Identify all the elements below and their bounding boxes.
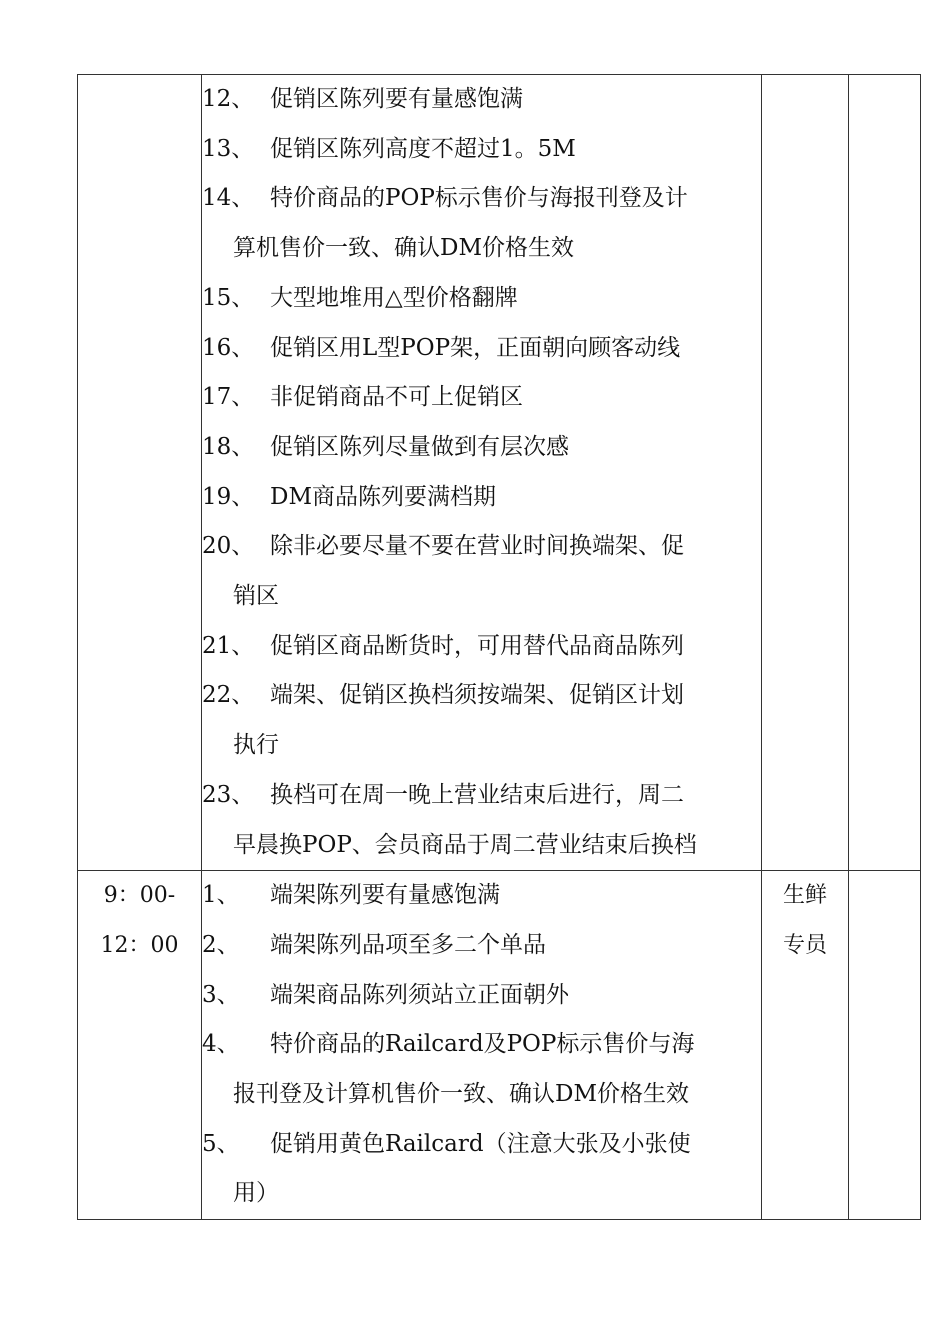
notes-cell [849, 75, 921, 871]
list-item [202, 125, 761, 175]
list-item [202, 324, 761, 374]
item-number: 14、 [202, 185, 255, 212]
item-text: 除非必要尽量不要在营业时间换端架、促 [270, 533, 684, 560]
item-text: 换档可在周一晚上营业结束后进行，周二 [270, 781, 684, 808]
schedule-table [77, 74, 921, 1220]
item-text-continuation: 销区 [233, 583, 279, 610]
list-item [202, 871, 761, 921]
item-number: 22、 [202, 682, 255, 709]
item-number: 17、 [202, 384, 255, 411]
list-item [202, 174, 761, 224]
item-text: 促销区商品断货时，可用替代品商品陈列 [270, 632, 684, 659]
item-number: 21、 [202, 632, 255, 659]
list-item [202, 373, 761, 423]
list-item [202, 274, 761, 324]
item-number: 3、 [202, 981, 240, 1008]
item-text: 端架、促销区换档须按端架、促销区计划 [270, 682, 684, 709]
item-text: 促销区陈列要有量感饱满 [270, 86, 523, 112]
item-text: 特价商品的POP标示售价与海报刊登及计 [270, 185, 688, 212]
responsible-cell [762, 871, 849, 1220]
item-text: 促销用黄色Railcard（注意大张及小张使 [270, 1130, 691, 1157]
item-number: 13、 [202, 135, 255, 162]
item-number: 16、 [202, 334, 255, 361]
item-text-continuation: 早晨换POP、会员商品于周二营业结束后换档 [233, 831, 697, 858]
item-text: 促销区用L型POP架，正面朝向顾客动线 [270, 334, 681, 361]
responsible-line: 专员 [782, 932, 827, 958]
item-number: 19、 [202, 483, 255, 510]
list-item [202, 1120, 761, 1170]
item-number: 18、 [202, 433, 255, 460]
time-line: 9：00- [103, 883, 176, 909]
item-text: 大型地堆用△型价格翻牌 [270, 284, 518, 311]
task-list-cell [202, 871, 762, 1220]
item-text: 端架商品陈列须站立正面朝外 [270, 981, 569, 1008]
item-text-continuation: 报刊登及计算机售价一致、确认DM价格生效 [233, 1081, 689, 1108]
item-text: 促销区陈列尽量做到有层次感 [270, 433, 569, 460]
item-number: 1、 [202, 882, 240, 909]
item-number: 12、 [202, 86, 255, 112]
item-text: 非促销商品不可上促销区 [270, 384, 523, 411]
item-number: 20、 [202, 533, 255, 560]
item-text: 端架陈列要有量感饱满 [270, 882, 500, 909]
list-item [202, 921, 761, 971]
notes-cell [849, 871, 921, 1220]
item-text: 特价商品的Railcard及POP标示售价与海 [270, 1031, 695, 1058]
item-text-continuation: 执行 [233, 732, 279, 759]
item-number: 4、 [202, 1031, 240, 1058]
list-item [202, 971, 761, 1021]
table-row [78, 871, 921, 1220]
list-item [202, 75, 761, 125]
task-list-cell [202, 75, 762, 871]
item-text-continuation: 用） [233, 1180, 279, 1207]
item-text: 促销区陈列高度不超过1。5M [270, 135, 576, 162]
schedule-table-body [78, 75, 921, 1220]
item-text: DM商品陈列要满档期 [270, 483, 496, 510]
list-item [202, 671, 761, 721]
time-line: 12：00 [100, 932, 179, 958]
item-number: 2、 [202, 931, 240, 958]
item-number: 15、 [202, 284, 255, 311]
item-number: 5、 [202, 1130, 240, 1157]
responsible-cell [762, 75, 849, 871]
item-number: 23、 [202, 781, 255, 808]
list-item [202, 1020, 761, 1070]
table-row [78, 75, 921, 871]
list-item [202, 771, 761, 821]
item-text-continuation: 算机售价一致、确认DM价格生效 [233, 235, 574, 262]
list-item [202, 622, 761, 672]
responsible-line: 生鲜 [782, 883, 827, 909]
item-text: 端架陈列品项至多二个单品 [270, 931, 546, 958]
list-item [202, 423, 761, 473]
list-item [202, 522, 761, 572]
time-cell [78, 75, 202, 871]
time-cell [78, 871, 202, 1220]
list-item [202, 473, 761, 523]
